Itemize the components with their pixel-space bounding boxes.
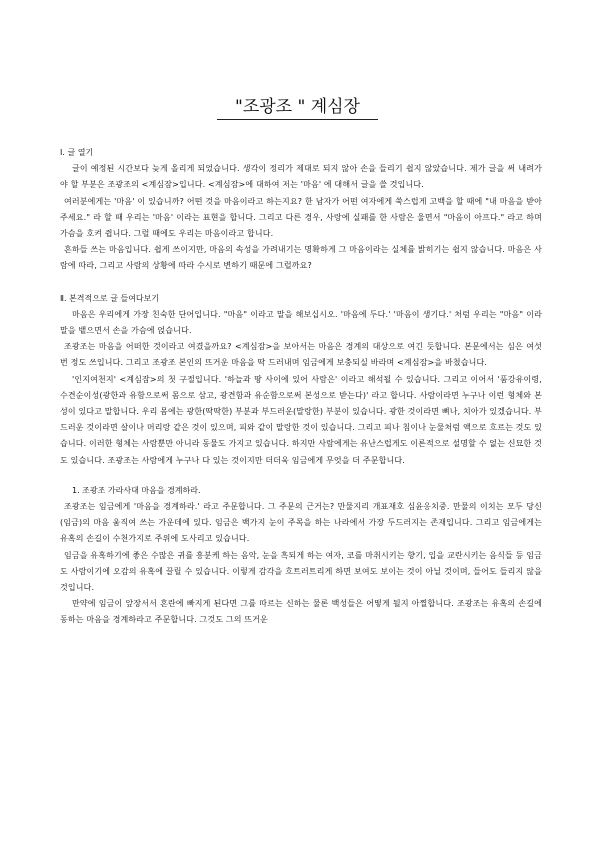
title-wrap (0, 92, 595, 120)
paragraph: 조광조는 임금에게 '마음을 경계하라.' 라고 주문합니다. 그 주문의 근거는? 만물지리 개표재호 심윤응치중. 만물의 이치는 모두 당신(임금)의 마음 움직여 쓰는 가운데에 있다. 임금은 백가지 눈이 주목을 하는 나라에서 가장 두드러지는 존재입니다. 그리고 임금에게는 유혹의 손길이 수천가지로 주위에 도사리고 있습니다. (60, 502, 542, 544)
spacer (60, 275, 542, 291)
section-heading: Ⅱ. 본격적으로 글 들여다보기 (60, 293, 160, 303)
paragraph: 흔하들 쓰는 마음입니다. 쉽게 쓰이지만, 마음의 속성을 가려내기는 명확하게 그 마음이라는 실체를 밝히기는 쉽지 않습니다. 마음은 사람에 따라, 그리고 사람의 상황에 따라 수시로 변하기 때문에 그럴까요? (60, 245, 542, 271)
document-body (60, 145, 542, 629)
document-title: "조광조 " 계심장 (217, 92, 378, 120)
spacer (60, 469, 542, 483)
paragraph: 만약에 임금이 앞장서서 혼란에 빠지게 된다면 그를 따르는 신하는 물론 백성들은 어떻게 될지 아찔합니다. 조광조는 유혹의 손길에 동하는 마음을 경계하라고 주문합니다. 그것도 그의 뜨거운 (60, 599, 542, 625)
paragraph: 임금을 유혹하기에 좋은 수많은 귀를 흥분케 하는 음악, 눈을 흑되게 하는 여자, 코를 마취시키는 향기, 입을 교란시키는 음식들 등 임금도 사람이기에 오감의 유혹에 끌릴 수 있습니다. 이렇게 감각을 흐트러트리게 하면 보여도 보이는 것이 아닐 것이며, 들어도 들리지 않을 것입니다. (60, 550, 542, 593)
paragraph: 여러분에게는 '마음' 이 있습니까? 어떤 것을 마음이라고 하는지요? 한 남자가 어떤 여자에게 쑥스럽게 고백을 할 때에 "내 마음을 받아주세요." 라 할 때 우리는 '마음' 이라는 표현을 합니다. 그리고 다른 경우, 사랑에 실패를 한 사람은 울면서 "마음이 아프다." 라고 하며 가슴을 호켜 쥡니다. 그럴 때에도 우리는 마음이라고 합니다. (60, 196, 542, 239)
paragraph: '인지여천지' <계심잠>의 첫 구절입니다. '하늘과 땅 사이에 있어 사람은' 이라고 해석될 수 있습니다. 그리고 이어서 '품강유이령, 수견순이성(광한과 유함으로써 몸으로 삼고, 광견함과 유순함으로써 본성으로 받는다)' 라고 합니다. 사람이라면 누구나 이런 형체와 본성이 있다고 말합니다. 우리 몸에는 광한(딱딱한) 부분과 부드러운(말랑한) 부분이 있습니다. 광한 것이라면 뼈나, 치아가 있겠습니다. 부드러운 것이라면 살이나 머리랑 같은 것이 있으며, 피와 같이 말랑한 것이 있습니다. 그리고 피나 침이나 눈물처럼 액으로 흐르는 것도 있습니다. 이러한 형체는 사람뿐만 아니라 동물도 가지고 있습니다. 하지만 사람에게는 유난스럽게도 이론적으로 설명할 수 없는 신묘한 것도 있습니다. 조광조는 사람에게 누구나 다 있는 것이지만 더더욱 임금에게 무엇을 더 주문합니다. (60, 374, 542, 465)
paragraph: 글이 예정된 시간보다 늦게 올리게 되었습니다. 생각이 정리가 제대로 되지 않아 손을 들리기 쉽지 않았습니다. 제가 글을 써 내려가야 할 부분은 조광조의 <계심잠>입니다. <계심잠>에 대하여 저는 '마음' 에 대해서 글을 쓸 것입니다. (60, 164, 542, 190)
paragraph: 마음은 우리에게 가장 친숙한 단어입니다. "마음" 이라고 말을 해보십시오. '마음에 두다.' '마음이 생기다.' 처럼 우리는 "마음" 이라 말을 뱉으면서 손을 가슴에 얹습니다. (60, 309, 542, 336)
section-heading: Ⅰ. 글 열기 (60, 148, 94, 157)
paragraph: 조광조는 마음을 어떠한 것이라고 여겼을까요? <계심잠>을 보아서는 마음은 경계의 대상으로 여긴 듯합니다. 본문에서는 심은 여섯 번 정도 쓰입니다. 그리고 조광조 본인의 뜨거운 마음을 딱 드러내며 임금에게 보충되실 바라며 <계심잠>을 바쳤습니다. (60, 342, 542, 368)
subsection-heading: 1. 조광조 가라사대 마음을 경계하라. (72, 485, 201, 495)
